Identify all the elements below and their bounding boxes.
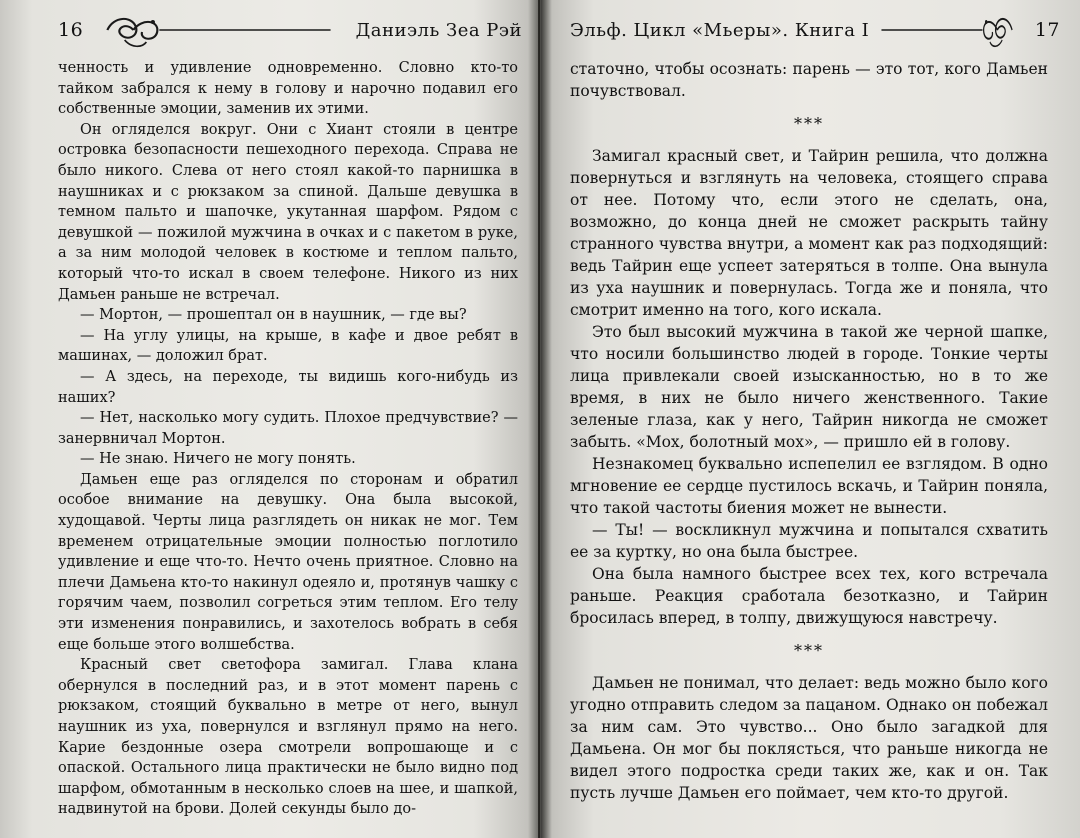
left-page-text bbox=[58, 58, 518, 820]
paragraph: Это был высокий мужчина в такой же черной шапке, что носили большинство людей в городе. Тонкие черты лица привлекали своей изысканностью, но в то же время, в них не было ничего женственного. Такие зеленые глаза, как у него, Тайрин никогда не сможет забыть. «Мох, болотный мох», — пришло ей в голову. bbox=[570, 323, 1048, 452]
paragraph: Дамьен еще раз огляделся по сторонам и обратил особое внимание на девушку. Она была высокой, худощавой. Черты лица разглядеть он никак не мог. Тем временем отрицательные эмоции полностью поглотило удивление и еще что-то. Нечто очень приятное. Словно на плечи Дамьена кто-то накинул одеяло и, протянув чашку с горячим чаем, позволил согреться этим теплом. Его телу эти изменения понравились, и захотелось вобрать в себя еще больше этого волшебства. bbox=[58, 471, 518, 653]
right-page-number: 17 bbox=[1034, 19, 1060, 41]
dialogue-line: — Мортон, — прошептал он в наушник, — где вы? bbox=[80, 307, 467, 324]
dialogue-line: — Нет, насколько могу судить. Плохое предчувствие? — занервничал Мортон. bbox=[58, 410, 518, 447]
right-page bbox=[540, 0, 1080, 838]
dialogue-line: — Ты! — воскликнул мужчина и попытался схватить ее за куртку, но она была быстрее. bbox=[570, 521, 1048, 562]
flourish-ornament-icon bbox=[103, 10, 341, 50]
right-running-head bbox=[570, 8, 1060, 52]
right-page-text bbox=[570, 58, 1048, 805]
dialogue-line: — А здесь, на переходе, ты видишь кого-нибудь из наших? bbox=[58, 368, 518, 406]
paragraph: статочно, чтобы осознать: парень — это тот, кого Дамьен почувствовал. bbox=[570, 60, 1048, 101]
book-gutter bbox=[528, 0, 552, 838]
paragraph: Он огляделся вокруг. Они с Хиант стояли в центре островка безопасности пешеходного перехода. Справа не было никого. Слева от него стоял какой-то парнишка в наушниках и с рюкзаком за спиной. Дальше девушка в темном пальто и шапочке, укутанная шарфом. Рядом с девушкой — пожилой мужчина в очках и с пакетом в руке, а за ним молодой человек в костюме и теплом пальто, который что-то искал в своем телефоне. Никого из них Дамьен раньше не встречал. bbox=[58, 121, 518, 303]
left-running-head bbox=[58, 8, 522, 52]
paragraph: Дамьен не понимал, что делает: ведь можно было кого угодно отправить следом за пацаном. Однако он побежал за ним сам. Это чувство... Оно было загадкой для Дамьена. Он мог бы поклясться, что раньше никогда не видел этого подростка среди таких же, как и он. Так пусть лучше Дамьен его поймает, чем кто-то другой. bbox=[570, 674, 1048, 803]
section-break: *** bbox=[794, 641, 824, 661]
left-running-head-title: Даниэль Зеа Рэй bbox=[355, 19, 522, 41]
paragraph: ченность и удивление одновременно. Словно кто-то тайком забрался к нему в голову и нарочно подавил его собственные эмоции, заменив их этими. bbox=[58, 60, 518, 118]
paragraph: Красный свет светофора замигал. Глава клана обернулся в последний раз, и в этот момент парень с рюкзаком, стоящий буквально в метре от него, вынул наушник из уха, повернулся и взглянул прямо на него. Карие бездонные озера смотрели вопрошающе и с опаской. Остального лица практически не было видно под шарфом, обмотанным в несколько слоев на шее, и шапкой, надвинутой на брови. Долей секунды было до- bbox=[58, 657, 518, 818]
dialogue-line: — Не знаю. Ничего не могу понять. bbox=[80, 451, 356, 468]
left-page bbox=[0, 0, 538, 838]
right-running-head-title: Эльф. Цикл «Мьеры». Книга I bbox=[570, 19, 870, 41]
paragraph: Незнакомец буквально испепелил ее взглядом. В одно мгновение ее сердце пустилось вскачь, и Тайрин поняла, что такой частоты биения может не вынести. bbox=[570, 455, 1048, 518]
paragraph: Она была намного быстрее всех тех, кого встречала раньше. Реакция сработала безотказно, и Тайрин бросилась вперед, в толпу, движущуюся навстречу. bbox=[570, 565, 1048, 628]
section-break: *** bbox=[794, 114, 824, 134]
left-page-number: 16 bbox=[58, 19, 84, 41]
flourish-ornament-icon bbox=[879, 10, 1015, 50]
paragraph: Замигал красный свет, и Тайрин решила, что должна повернуться и взглянуть на человека, стоящего справа от нее. Потому что, если этого не сделать, она, возможно, до конца дней не сможет раскрыть тайну странного чувства внутри, а момент как раз подходящий: ведь Тайрин еще успеет затеряться в толпе. Она вынула из уха наушник и повернулась. Тогда же и поняла, что смотрит именно на того, кого искала. bbox=[570, 147, 1048, 320]
dialogue-line: — На углу улицы, на крыше, в кафе и двое ребят в машинах, — доложил брат. bbox=[58, 327, 518, 365]
